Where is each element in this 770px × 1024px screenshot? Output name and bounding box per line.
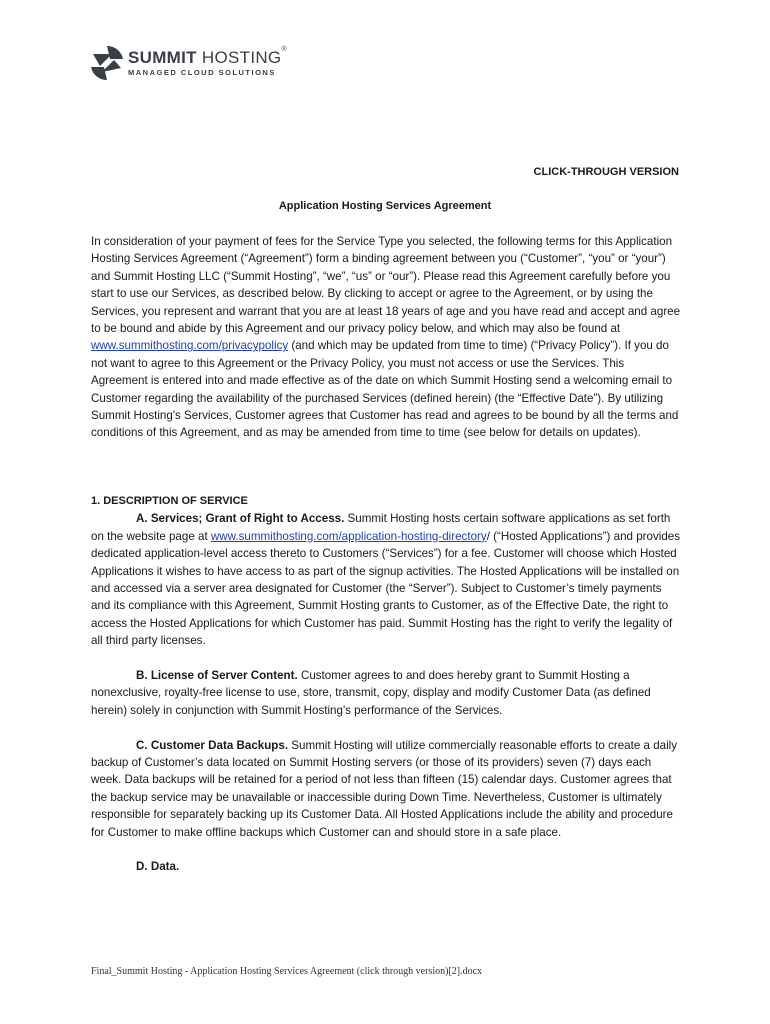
summit-hosting-logo	[90, 44, 287, 84]
brand-tagline: MANAGED CLOUD SOLUTIONS	[128, 68, 276, 77]
privacy-policy-link[interactable]: www.summithosting.com/privacypolicy	[91, 339, 289, 353]
section-1b	[91, 667, 681, 719]
section-1d	[91, 858, 681, 875]
section-1-heading: 1. DESCRIPTION OF SERVICE	[91, 495, 248, 507]
section-1c	[91, 737, 681, 841]
application-directory-link[interactable]: www.summithosting.com/application-hosting-directory	[210, 529, 487, 543]
version-label: CLICK-THROUGH VERSION	[533, 166, 679, 178]
section-1b-heading: B. License of Server Content.	[136, 669, 298, 683]
intro-text-2: (and which may be updated from time to time) (“Privacy Policy”). If you do not want to agree to this Agreement or the Privacy Policy, you must not access or use the Services. This Agreement is entered into and made effective as of the date on which Summit Hosting send a welcoming email to Customer regarding the availability of the purchased Services (defined herein) (the “Effective Date”). By utilizing Summit Hosting's Services, Customer agrees that Customer has read and agrees to be bound by all the terms and conditions of this Agreement, and as may be amended from time to time (see below for details on updates).	[91, 339, 679, 440]
section-1a-text-2: / (“Hosted Applications”) and provides dedicated application-level access thereto to Customers (“Services”) for a fee. Customer will choose which Hosted Applications it wishes to have access to as part of the signup activities. The Hosted Applications will be installed on and accessed via a server area designated for Customer (the “Server”). Subject to Customer’s timely payments and its compliance with this Agreement, Summit Hosting grants to Customer, as of the Effective Date, the right to access the Hosted Applications for which Customer has paid. Summit Hosting has the right to verify the legality of all third party licenses.	[91, 529, 681, 648]
brand-name	[128, 48, 287, 68]
summit-logo-icon	[90, 44, 124, 82]
section-1a	[91, 510, 681, 649]
intro-text-1: In consideration of your payment of fees for the Service Type you selected, the following terms for this Application Hosting Services Agreement (“Agreement”) form a binding agreement between you (“Customer”, “you” or “your”) and Summit Hosting LLC (“Summit Hosting”, “we”, “us” or “our”). Please read this Agreement carefully before you start to use our Services, as described below. By clicking to accept or agree to the Agreement, or by using the Services, you represent and warrant that you are at least 18 years of age and you have read and accept and agree to be bound and abide by this Agreement and our privacy policy below, and which may also be found at	[91, 235, 681, 336]
registered-mark: ®	[281, 46, 287, 53]
document-title-text: Application Hosting Services Agreement	[278, 200, 492, 212]
section-1d-heading: D. Data.	[136, 860, 180, 874]
section-1c-heading: C. Customer Data Backups.	[136, 738, 289, 752]
section-1a-text-1: Summit Hosting hosts certain software applications as set forth on the website page at	[91, 512, 671, 543]
section-1a-heading: A. Services; Grant of Right to Access.	[136, 512, 345, 526]
section-1	[91, 493, 681, 876]
section-1c-text: Summit Hosting will utilize commercially reasonable efforts to create a daily backup of Customer’s data located on Summit Hosting servers (or those of its providers) seven (7) days each week. Data backups will be retained for a period of not less than fifteen (15) calendar days. Customer agrees that the backup service may be unavailable or inaccessible during Down Time. Nevertheless, Customer is ultimately responsible for separately backing up its Customer Data. All Hosted Applications include the ability and procedure for Customer to make offline backups which Customer can and should store in a safe place.	[91, 738, 678, 839]
brand-light: HOSTING	[201, 48, 282, 67]
brand-bold: SUMMIT	[128, 48, 197, 67]
document-title	[0, 200, 770, 212]
intro-paragraph	[91, 233, 681, 442]
footer-filename: Final_Summit Hosting - Application Hosting Services Agreement (click through version)[2].docx	[91, 966, 483, 977]
section-1b-text: Customer agrees to and does hereby grant to Summit Hosting a nonexclusive, royalty-free license to use, store, transmit, copy, display and modify Customer Data (as defined herein) solely in conjunction with Summit Hosting's performance of the Services.	[91, 669, 651, 717]
